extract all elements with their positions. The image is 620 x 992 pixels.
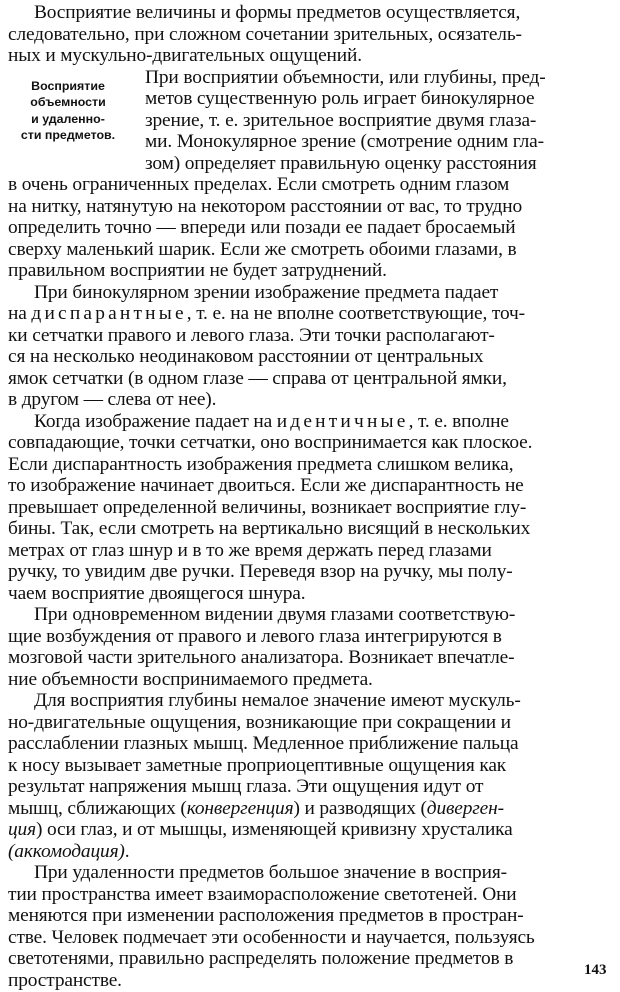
text-line: следовательно, при сложном сочетании зрительных, осязатель- (8, 24, 522, 45)
text-line (34, 411, 509, 433)
text-line: светотенями, правильно распределять положение предметов в (8, 948, 514, 969)
text-line: в очень ограниченных пределах. Если смотреть одним глазом (8, 174, 510, 195)
text-line: ных и мускульно-двигательных ощущений. (8, 45, 362, 66)
text-line: ние объемности воспринимаемого предмета. (8, 669, 373, 690)
text-line: расслаблении глазных мышц. Медленное приближение пальца (8, 733, 519, 754)
text-run: ) и разводящих ( (293, 798, 427, 819)
text-line: чаем восприятие двоящегося шнура. (8, 583, 306, 604)
text-run: , т. е. на не вполне соответствующие, точ- (186, 303, 525, 324)
text-line (8, 841, 129, 863)
margin-note-line: Восприятие (31, 79, 105, 93)
text-line: определить точно — впереди или позади ее падает бросаемый (8, 217, 516, 238)
text-run: Когда изображение падает на (34, 411, 277, 432)
text-line: мозговой части зрительного анализатора. Возникает впечатле- (8, 647, 515, 668)
text-line: в другом — слева от нее). (8, 389, 217, 410)
text-line: то изображение начинает двоиться. Если же диспарантность не (8, 475, 524, 496)
page-number: 143 (584, 962, 607, 978)
text-line: При восприятии объемности, или глубины, пред- (145, 67, 546, 88)
italic-term: диверген- (426, 798, 504, 819)
margin-note-line: и удаленно- (31, 111, 105, 126)
text-run: на (8, 303, 32, 324)
text-line (8, 819, 513, 841)
text-line: зом) определяет правильную оценку расстояния (145, 153, 537, 174)
text-line (8, 303, 525, 325)
text-line: к носу вызывает заметные проприоцептивные ощущения как (8, 755, 507, 776)
text-line: При бинокулярном зрении изображение предмета падает (34, 282, 499, 303)
spaced-term: диспарантные (31, 303, 187, 324)
text-line: но-двигательные ощущения, возникающие при сокращении и (8, 712, 511, 733)
text-run: . (124, 841, 130, 862)
text-line: метов существенную роль играет бинокулярное (145, 88, 535, 109)
text-line: зрение, т. е. зрительное восприятие двумя глаза- (145, 110, 537, 131)
text-line: результат напряжения мышц глаза. Эти ощущения идут от (8, 776, 484, 797)
text-line: метрах от глаз шнур и в то же время держать перед глазами (8, 540, 492, 561)
text-line: пространстве. (8, 970, 122, 991)
text-line: ямок сетчатки (в одном глазе — справа от центральной ямки, (8, 368, 507, 389)
text-line: ки сетчатки правого и левого глаза. Эти точки располагают- (8, 325, 495, 346)
margin-note (8, 78, 128, 143)
text-line: тии пространства имеет взаиморасположение светотеней. Они (8, 884, 517, 905)
text-line: ся на несколько неодинаковом расстоянии от центральных (8, 346, 484, 367)
text-line: сверху маленький шарик. Если же смотреть обоими глазами, в (8, 239, 517, 260)
text-line: ручку, то увидим две ручки. Переведя взор на ручку, мы полу- (8, 561, 513, 582)
text-line: совпадающие, точки сетчатки, оно воспринимается как плоское. (8, 432, 533, 453)
text-line: на нитку, натянутую на некотором расстоянии от вас, то трудно (8, 196, 523, 217)
text-run: , т. е. вполне (408, 411, 509, 432)
italic-term: ция (8, 819, 36, 840)
margin-note-line: объемности (30, 95, 106, 110)
text-line: правильном восприятии не будет затруднений. (8, 260, 387, 281)
text-line: ми. Монокулярное зрение (смотрение одним гла- (145, 131, 544, 152)
italic-term: (аккомодация) (8, 841, 125, 862)
italic-term: конвергенция (186, 798, 294, 819)
text-run: ) оси глаз, и от мышцы, изменяющей кривизну хрусталика (35, 819, 513, 840)
text-line: Если диспарантность изображения предмета слишком велика, (8, 454, 514, 475)
margin-note-line: сти предметов. (20, 127, 116, 142)
text-run: мышц, сближающих ( (8, 798, 187, 819)
text-line: превышает определенной величины, возникает восприятие глу- (8, 497, 527, 518)
text-line: бины. Так, если смотреть на вертикально висящий в нескольких (8, 518, 531, 539)
text-line: При удаленности предметов большое значение в восприя- (34, 862, 507, 883)
text-line: стве. Человек подмечает эти особенности и научается, пользуясь (8, 927, 535, 948)
text-line (8, 798, 504, 820)
spaced-term: идентичные (276, 411, 409, 432)
text-line: При одновременном видении двумя глазами соответствую- (34, 604, 516, 625)
text-line: Восприятие величины и формы предметов осуществляется, (34, 2, 521, 23)
text-line: меняются при изменении расположения предметов в простран- (8, 905, 524, 926)
text-line: щие возбуждения от правого и левого глаза интегрируются в (8, 626, 502, 647)
text-line: Для восприятия глубины немалое значение имеют мускуль- (34, 690, 521, 711)
